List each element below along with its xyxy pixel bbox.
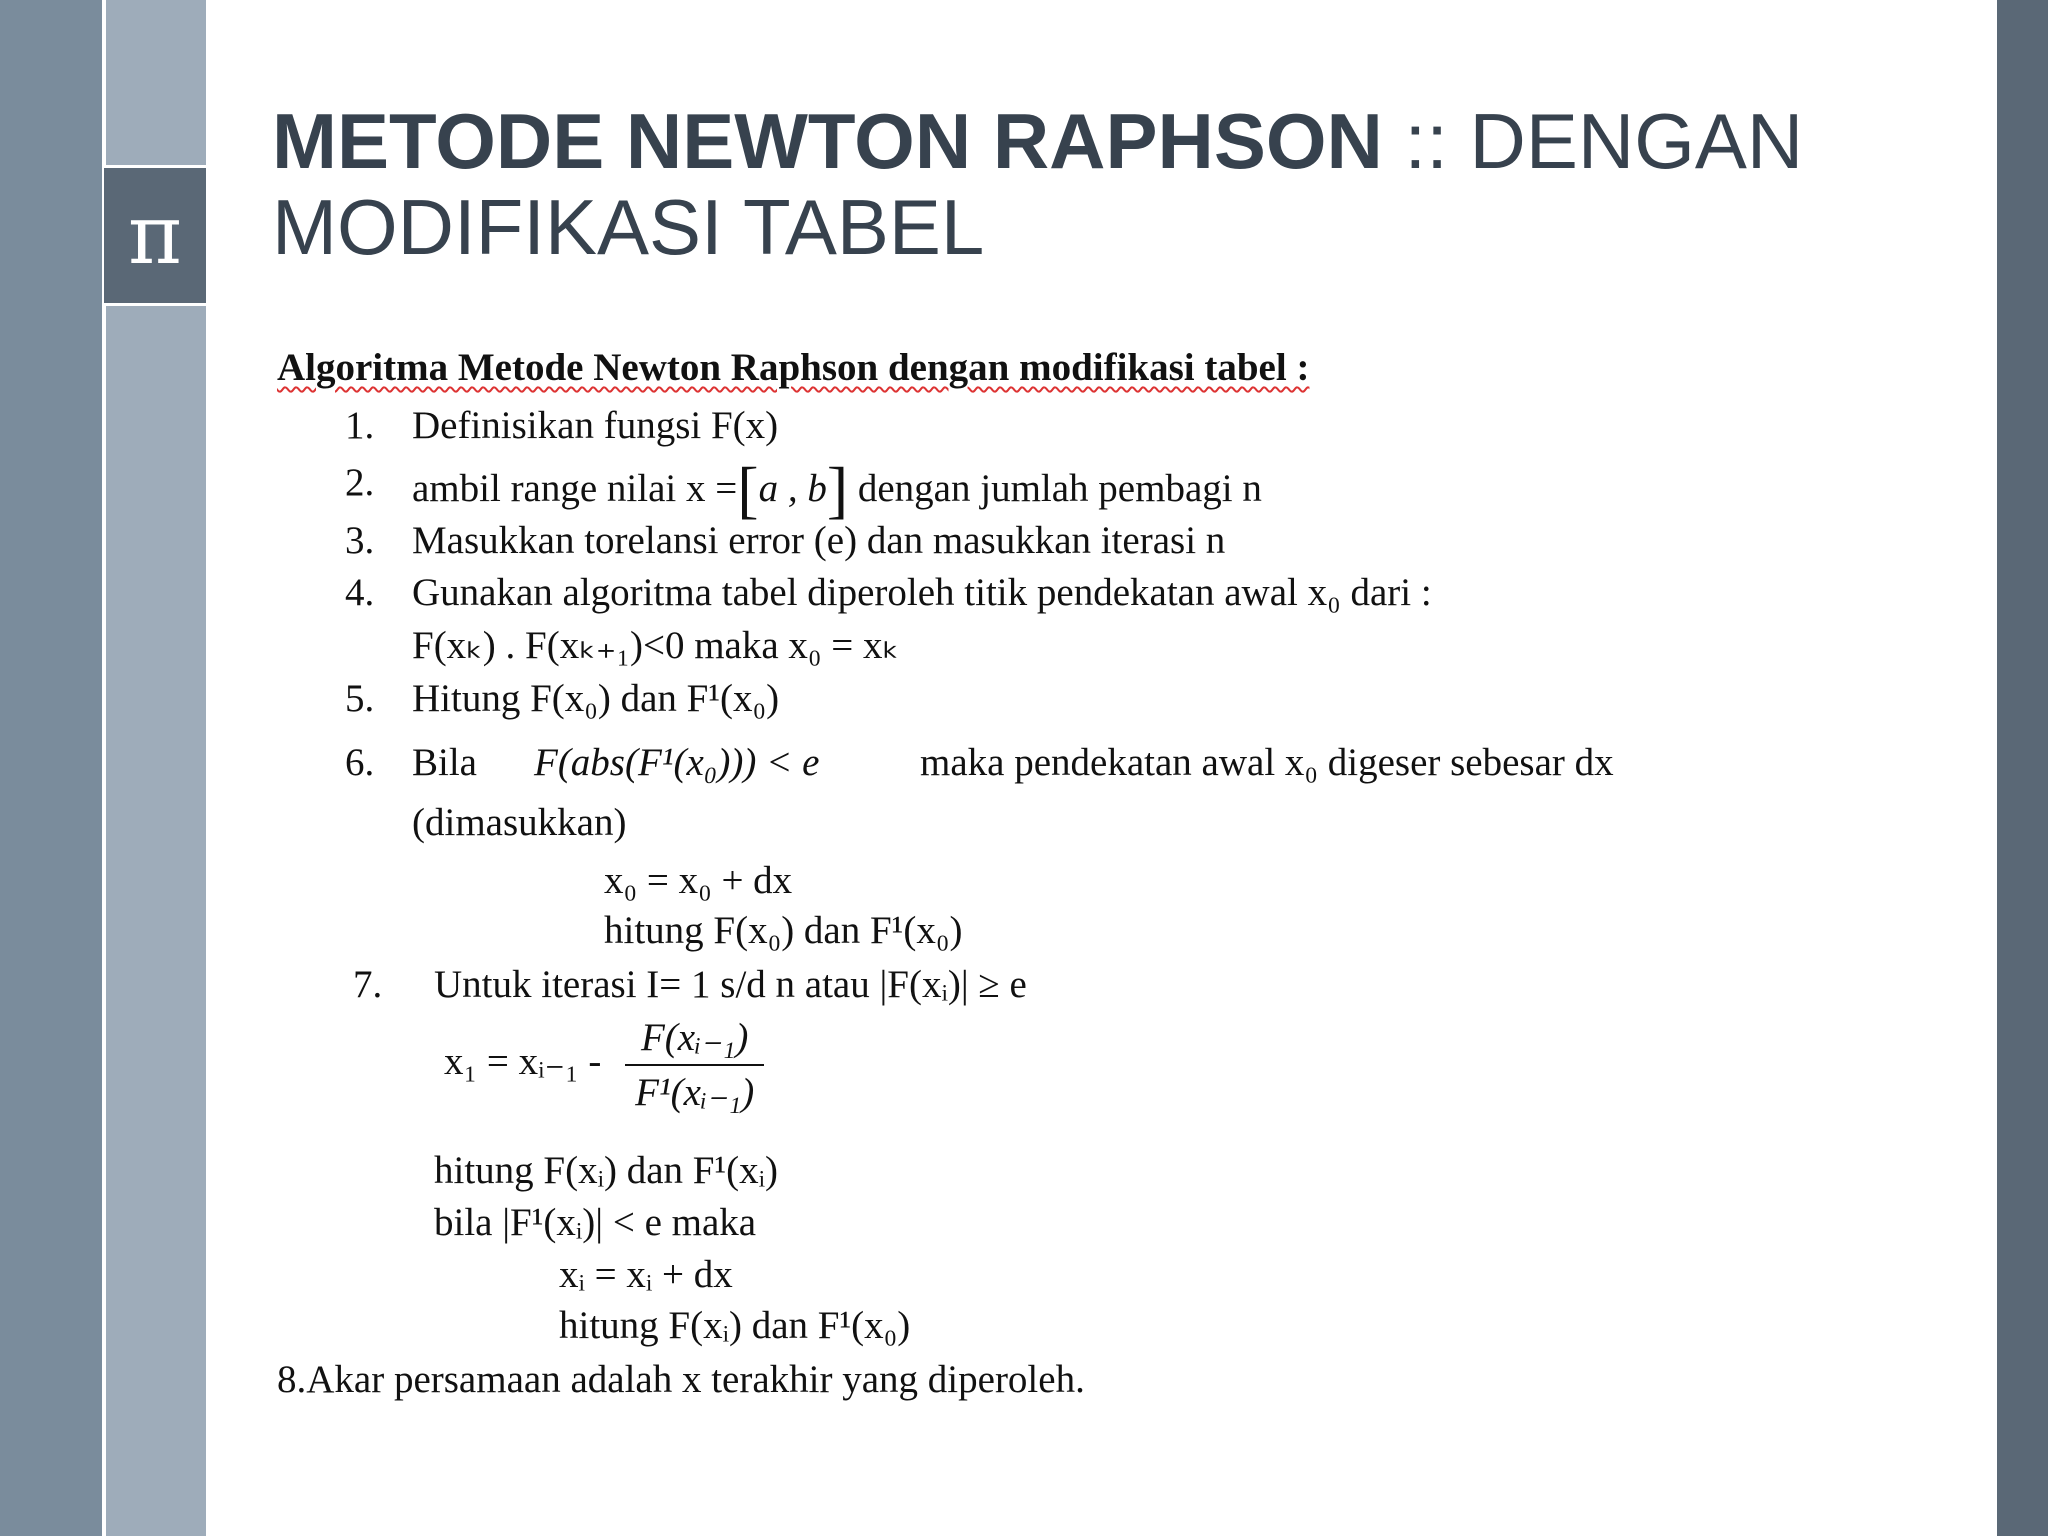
pi-icon: π: [104, 165, 206, 306]
step-7-condition: bila |F¹(xᵢ)| < e maka: [434, 1201, 757, 1244]
step-3-number: 3.: [345, 519, 375, 562]
step-4-number: 4.: [345, 571, 375, 614]
slide-title: [272, 98, 1972, 270]
step-1-text: Definisikan fungsi F(x): [412, 404, 779, 447]
step-6-continuation: (dimasukkan): [412, 801, 627, 844]
step-7-calc-2: hitung F(xᵢ) dan F¹(x₀): [559, 1304, 911, 1347]
step-2-pre: ambil range nilai x =: [412, 467, 738, 510]
step-7-calc: hitung F(xᵢ) dan F¹(xᵢ): [434, 1149, 779, 1192]
step-2-range: a , b: [758, 467, 827, 510]
step-7-fraction: [625, 1015, 764, 1115]
left-bracket-icon: [: [737, 454, 759, 525]
step-2-number: 2.: [345, 461, 375, 504]
step-6-formula: F(abs(F¹(x₀))) < e: [534, 741, 820, 784]
step-6-equation: x₀ = x₀ + dx: [604, 859, 793, 902]
step-4-condition: F(xₖ) . F(xₖ₊₁)<0 maka x₀ = xₖ: [412, 624, 900, 667]
step-7-equation: xᵢ = xᵢ + dx: [559, 1253, 733, 1296]
step-2-post: dengan jumlah pembagi n: [857, 467, 1262, 510]
step-7-numerator: F(xᵢ₋₁): [625, 1015, 764, 1066]
step-5-number: 5.: [345, 677, 375, 720]
title-bold: METODE NEWTON RAPHSON: [272, 97, 1383, 185]
step-7-lhs: x₁ = xᵢ₋₁ -: [444, 1039, 602, 1083]
step-8-text: 8.Akar persamaan adalah x terakhir yang diperoleh.: [277, 1358, 1085, 1401]
algorithm-heading: Algoritma Metode Newton Raphson dengan modifikasi tabel :: [277, 346, 1310, 389]
right-edge-bar: [1997, 0, 2048, 1536]
step-6-bila: Bila: [412, 741, 477, 784]
step-4-text: Gunakan algoritma tabel diperoleh titik pendekatan awal x₀ dari :: [412, 571, 1432, 614]
step-3-text: Masukkan torelansi error (e) dan masukkan iterasi n: [412, 519, 1226, 562]
step-6-number: 6.: [345, 741, 375, 784]
step-7-text: Untuk iterasi I= 1 s/d n atau |F(xᵢ)| ≥ e: [434, 963, 1027, 1006]
title-rest: :: DENGAN MODIFIKASI TABEL: [272, 97, 1804, 271]
step-2-text: [412, 453, 1262, 527]
step-1-number: 1.: [345, 404, 375, 447]
step-7-denominator: F¹(xᵢ₋₁): [635, 1071, 755, 1114]
step-5-text: Hitung F(x₀) dan F¹(x₀): [412, 677, 780, 720]
step-7-number: 7.: [353, 963, 383, 1006]
left-sidebar-bar: [0, 0, 102, 1536]
step-7-formula: [444, 1015, 764, 1115]
step-6-rest: maka pendekatan awal x₀ digeser sebesar dx: [920, 741, 1614, 784]
right-bracket-icon: ]: [826, 454, 849, 525]
step-6-calc: hitung F(x₀) dan F¹(x₀): [604, 909, 963, 952]
